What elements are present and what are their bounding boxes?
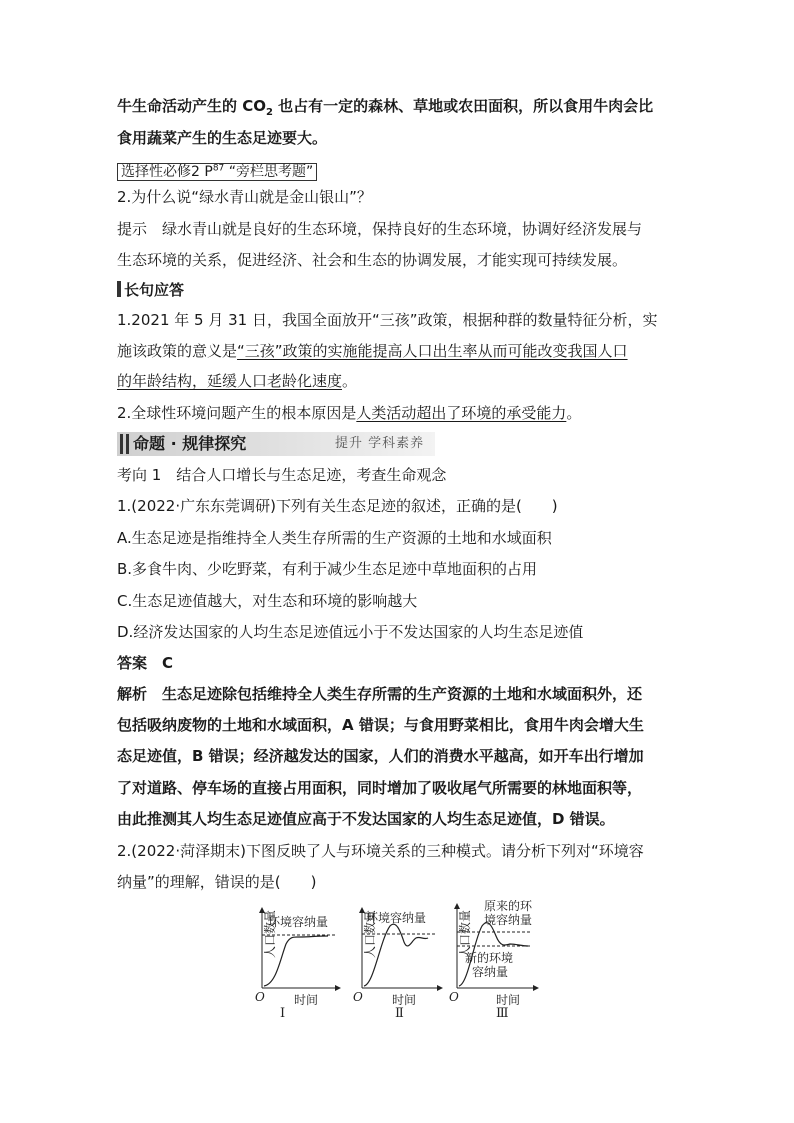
hint-line-2: 生态环境的关系，促进经济、社会和生态的协调发展，才能实现可持续发展。 [117, 251, 628, 269]
panel-2 [353, 910, 440, 1020]
panel-3 [449, 900, 536, 1020]
question-2-stem-line-2: 纳量”的理解，错误的是( ) [117, 873, 317, 891]
explanation-line-5: 由此推测其人均生态足迹值应高于不发达国家的人均生态足迹值，D 错误。 [117, 810, 615, 828]
population-models-figure [240, 900, 540, 1020]
panel-1 [255, 910, 338, 1020]
panel-2-label: Ⅱ [395, 1006, 404, 1020]
panel-2-x-label: 时间 [392, 993, 417, 1007]
panel-3-origin: O [449, 990, 459, 1004]
panel-3-x-label: 时间 [496, 993, 521, 1007]
section-banner [117, 432, 435, 456]
explanation-line-2: 包括吸纳废物的土地和水域面积，A 错误；与食用野菜相比，食用牛肉会增大生 [117, 716, 644, 734]
panel-1-y-label: 人口数量 [263, 909, 277, 958]
explanation-line-1: 解析 生态足迹除包括维持全人类生存所需的生产资源的土地和水域面积外，还 [117, 685, 643, 703]
intro-line-1: 牛生命活动产生的 $CO_2$ 也占有一定的森林、草地或农田面积，所以食用牛肉会比 [117, 97, 654, 118]
explanation-line-4: 了对道路、停车场的直接占用面积，同时增加了吸收尾气所需要的林地面积等， [117, 779, 643, 797]
panel-3-y-label: 人口数量 [458, 909, 472, 958]
panel-3-old-label-1: 原来的环 [484, 900, 533, 913]
panel-3-label: Ⅲ [496, 1006, 509, 1020]
section-bar-icon [117, 281, 121, 297]
long-answer-2: 2.全球性环境问题产生的根本原因是人类活动超出了环境的承受能力。 [117, 404, 582, 422]
question-2-stem-line-1: 2.(2022·菏泽期末)下图反映了人与环境关系的三种模式。请分析下列对“环境容 [117, 842, 644, 860]
topic-1: 考向 1 结合人口增长与生态足迹，考查生命观念 [117, 466, 447, 484]
question-1-stem: 1.(2022·广东东莞调研)下列有关生态足迹的叙述，正确的是( ) [117, 497, 558, 515]
question-2-title: 2.为什么说“绿水青山就是金山银山”？ [117, 188, 372, 206]
question-1-answer: 答案 C [117, 654, 174, 672]
question-1-option-a: A.生态足迹是指维持全人类生存所需的生产资源的土地和水域面积 [117, 529, 552, 547]
panel-1-label: Ⅰ [280, 1006, 286, 1020]
explanation-line-3: 态足迹值，B 错误；经济越发达的国家，人们的消费水平越高，如开车出行增加 [117, 747, 644, 765]
panel-2-capacity-label: 环境容纳量 [366, 911, 427, 925]
question-1-option-d: D.经济发达国家的人均生态足迹值远小于不发达国家的人均生态足迹值 [117, 623, 584, 641]
long-answer-1-line-1: 1.2021 年 5 月 31 日，我国全面放开“三孩”政策，根据种群的数量特征分析，实 [117, 311, 658, 329]
panel-2-origin: O [353, 990, 363, 1004]
long-answer-1-line-2: 施该政策的意义是“三孩”政策的实施能提高人口出生率从而可能改变我国人口 [117, 342, 628, 360]
question-1-option-c: C.生态足迹值越大，对生态和环境的影响越大 [117, 592, 418, 610]
question-1-option-b: B.多食牛肉、少吃野菜，有利于减少生态足迹中草地面积的占用 [117, 560, 538, 578]
textbook-reference: 选择性必修2 $P^{87}$ “旁栏思考题” [117, 159, 317, 182]
panel-3-old-label-2: 境容纳量 [484, 913, 533, 927]
section-heading-long-answer: 长句应答 [117, 279, 184, 301]
figure-svg [240, 900, 540, 1020]
panel-1-x-label: 时间 [294, 993, 319, 1007]
panel-1-capacity-label: 环境容纳量 [268, 915, 329, 929]
panel-1-origin: O [255, 990, 265, 1004]
intro-line-2: 食用蔬菜产生的生态足迹要大。 [117, 129, 328, 147]
panel-3-new-label-2: 容纳量 [472, 965, 509, 979]
long-answer-1-line-3: 的年龄结构，延缓人口老龄化速度。 [117, 372, 358, 390]
hint-line-1: 提示 绿水青山就是良好的生态环境，保持良好的生态环境，协调好经济发展与 [117, 220, 643, 238]
banner-title: 命题 · 规律探究 [133, 434, 247, 453]
panel-2-y-label: 人口数量 [363, 909, 377, 958]
panel-3-new-label-1: 新的环境 [465, 951, 514, 965]
banner-subtitle: 提升 学科素养 [335, 436, 425, 451]
